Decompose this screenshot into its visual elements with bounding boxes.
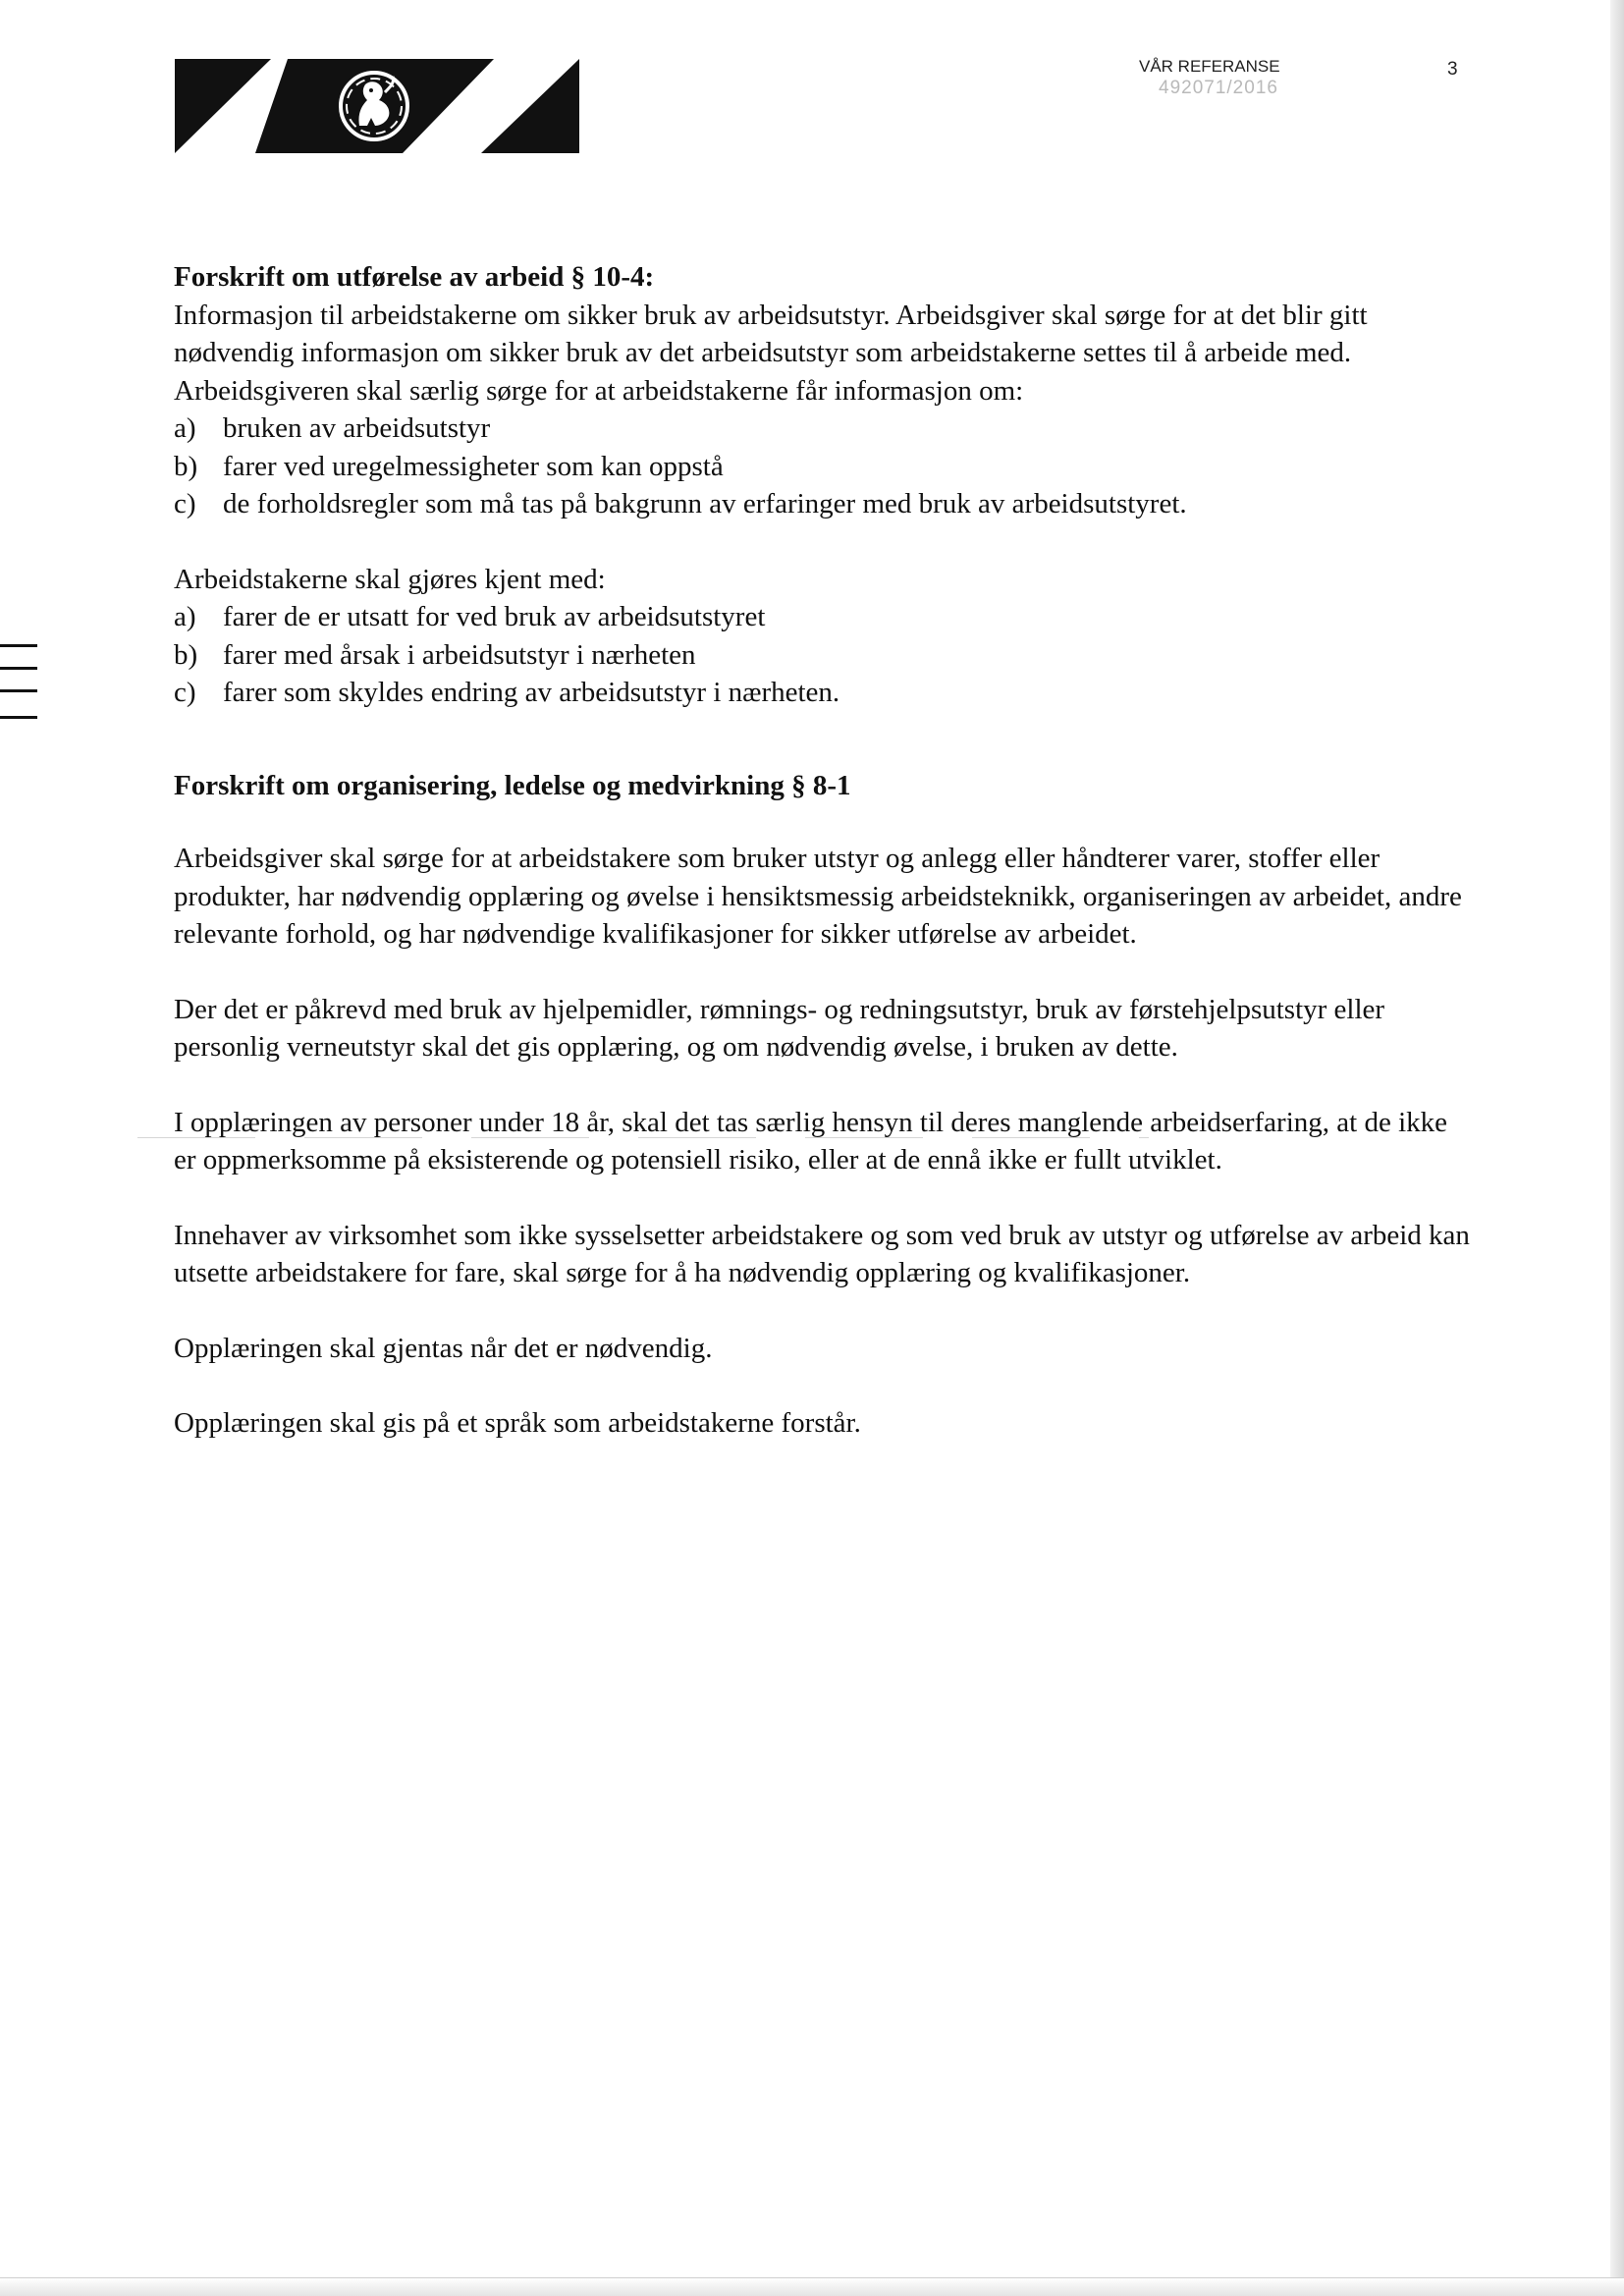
reference-value: 492071/2016 <box>1159 78 1278 98</box>
paragraph: Opplæringen skal gjentas når det er nødvendig. <box>174 1332 713 1364</box>
list-item-text: farer ved uregelmessigheter som kan oppstå <box>223 450 724 482</box>
paragraph: Arbeidsgiver skal sørge for at arbeidstakere som bruker utstyr og anlegg eller håndterer varer, stoffer eller produkter, har nødvendig opplæring og øvelse i hensiktsmessig arbeidsteknikk, organiseringen av arbeidet, andre relevante forhold, og har nødvendige kvalifikasjoner for sikker utførelse av arbeidet. <box>174 843 1462 950</box>
section-intro: Informasjon til arbeidstakerne om sikker bruk av arbeidsutstyr. Arbeidsgiver skal sørge for at det blir gitt nødvendig informasjon om sikker bruk av det arbeidsutstyr som arbeidstakerne settes til å arbeide med. Arbeidsgiveren skal særlig sørge for at arbeidstakerne får informasjon om: <box>174 299 1368 407</box>
list-item-text: bruken av arbeidsutstyr <box>223 412 491 444</box>
paragraph: Opplæringen skal gis på et språk som arbeidstakerne forstår. <box>174 1407 861 1439</box>
lion-emblem-icon <box>175 57 579 155</box>
paragraph: I opplæringen av personer under 18 år, skal det tas særlig hensyn til deres manglende arbeidserfaring, at de ikke er oppmerksomme på eksisterende og potensiell risiko, eller at de ennå ikke er fullt utviklet. <box>174 1106 1447 1175</box>
list-item <box>174 448 1470 486</box>
margin-mark <box>0 689 37 692</box>
info-list <box>174 410 1470 523</box>
section-heading: Forskrift om organisering, ledelse og medvirkning § 8-1 <box>174 769 851 801</box>
list-item <box>174 636 1470 675</box>
scanned-bottom-edge <box>0 2277 1624 2296</box>
scanned-page-edge <box>1610 0 1624 2296</box>
section-heading: Forskrift om utførelse av arbeid § 10-4: <box>174 261 655 293</box>
margin-mark <box>0 716 37 719</box>
list-marker: a) <box>174 412 196 444</box>
reference-label: VÅR REFERANSE <box>1139 57 1280 76</box>
paragraph: Innehaver av virksomhet som ikke sysselsetter arbeidstakere og som ved bruk av utstyr og utførelse av arbeid kan utsette arbeidstakere for fare, skal sørge for å ha nødvendig opplæring og kvalifikasjoner. <box>174 1219 1470 1288</box>
list-intro: Arbeidstakerne skal gjøres kjent med: <box>174 563 606 595</box>
list-item-text: de forholdsregler som må tas på bakgrunn av erfaringer med bruk av arbeidsutstyret. <box>223 488 1187 519</box>
list-marker: b) <box>174 638 198 671</box>
hazard-list <box>174 598 1470 712</box>
list-marker: c) <box>174 488 196 519</box>
list-item <box>174 485 1470 523</box>
list-item-text: farer som skyldes endring av arbeidsutstyr i nærheten. <box>223 677 840 708</box>
list-item <box>174 674 1470 712</box>
list-item-text: farer med årsak i arbeidsutstyr i nærheten <box>223 638 696 671</box>
list-item <box>174 598 1470 636</box>
list-marker: b) <box>174 450 198 482</box>
margin-mark <box>0 667 37 670</box>
document-body <box>174 258 1470 1443</box>
margin-marks <box>0 644 37 738</box>
reference-block <box>1139 56 1280 99</box>
list-marker: a) <box>174 601 196 632</box>
list-item-text: farer de er utsatt for ved bruk av arbeidsutstyret <box>223 601 766 632</box>
list-marker: c) <box>174 677 196 708</box>
logo <box>175 57 579 155</box>
list-item <box>174 410 1470 448</box>
margin-mark <box>0 644 37 647</box>
paragraph: Der det er påkrevd med bruk av hjelpemidler, rømnings- og redningsutstyr, bruk av førstehjelpsutstyr eller personlig verneutstyr skal det gis opplæring, og om nødvendig øvelse, i bruken av dette. <box>174 993 1385 1063</box>
page-number: 3 <box>1447 59 1458 80</box>
